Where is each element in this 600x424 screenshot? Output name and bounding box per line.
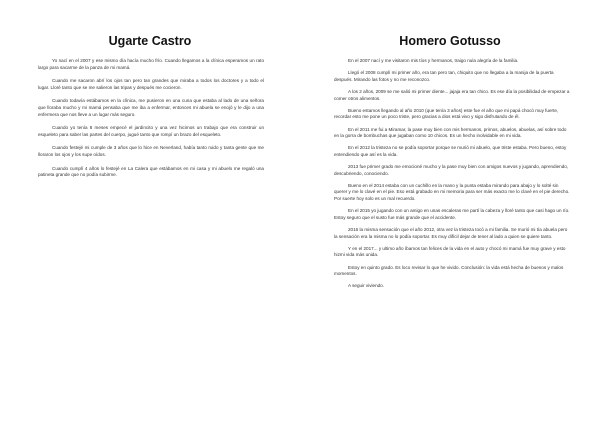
left-paragraph-6: Cuando cumplí 4 años lo festejé en La Calera que estábamos en mi casa y mi abuelo me regaló una patineta grande que no podía subirme.: [38, 165, 264, 178]
left-paragraph-1: Yo nací en el 2007 y ese mismo día hacía mucho frío. Cuando llegamos a la clínica esperamos un rato largo para sacarme de la panza de mi mamá.: [38, 58, 264, 70]
right-paragraph-12: Estoy en quinto grado. Es loco revisar lo que he vivido. Conclusión: la vida está hecha de buenos y malos momentos.: [334, 264, 564, 277]
right-paragraph-7: 2013 fue primer grado me emocioné mucho y la pase muy bien con amigos nuevos y jugando, aprendiendo, descubriendo, conociendo.: [334, 164, 569, 176]
left-paragraph-4: Cuando yo tenía 8 meses empecé el jardincito y una vez hicimos un trabajo que era construir un esqueleto para saber las partes del cuerpo, jugué tanto que rompí un brazo del esqueleto.: [38, 125, 264, 137]
right-page: [300, 0, 600, 424]
right-paragraph-2: Llegó el 2008 cumplí mi primer año, era tan pero tan, chiquito que no llegaba a la manija de la puerta después. Mirando las fotos y no me reconozco.: [334, 70, 554, 82]
left-paragraph-5: Cuando festejé mi cumple de 3 años que lo hice en Neverland, había tanto ruido y tanta gente que me lloraron los ojos y los supe oídos.: [38, 145, 264, 157]
right-paragraph-4: Bueno estamos llegando al año 2010 (que tenía 3 años) este fue el año que mi papá chocó muy fuerte, recordar esto me pone un poco triste, pero gracias a dios está vivo y sigo disfrutando de él.: [334, 107, 559, 120]
right-page-title: Homero Gotusso: [399, 34, 501, 48]
right-paragraph-3: A los 2 años, 2009 se me salió mi primer diente... jajaja era tan chico. Es ese día la posibilidad de empezar a comer otros alimentos.: [334, 88, 570, 101]
left-page-body: [38, 58, 264, 186]
right-page-body: [334, 58, 572, 296]
right-paragraph-9: En el 2015 yo jugando con un amigo en unas escaleras me partí la cabeza y lloré tanto que casi hago un río. Estoy seguro que el susto fue más grande que el accidente.: [334, 208, 570, 220]
right-paragraph-1: En el 2007 nací y me visitaron mis tíos y hermanos, traigo nula alegría de la familia.: [348, 58, 519, 63]
left-paragraph-2: Cuando me sacaron abrí los ojos tan pero tan grandes que miraba a todos los doctores y a todo el lugar. Lloré tanto que se me salieron las tripas y después me cocieron.: [38, 78, 264, 90]
left-page-title: Ugarte Castro: [108, 34, 192, 48]
left-paragraph-3: Cuando todavía estábamos en la clínica, me pusieron en una cuna que estaba al lado de una señora que lloraba mucho y mi mamá pensaba que me iba a enfermar, entonces mi abuela se enojó y le dijo a una enfermera que nos lleve a un lugar más seguro.: [38, 98, 264, 117]
right-paragraph-10: 2016 la misma sensación que el año 2012, otra vez la tristeza tocó a mi familia. Se murió mi tía abuela pero la sensación era la misma no lo podía soportar. Es muy difícil dejar de tener al lado a quien se quiere tanto.: [334, 227, 568, 239]
right-paragraph-13: A seguir viviendo.: [348, 283, 385, 289]
right-paragraph-5: En el 2011 me fui a Miramar, la pase muy bien con mis hermanos, primos, abuelos, abuelas, así sobre todo en la gorra de bombuchas que jugaban como 10 chicos. Es un hecho inolvidable en mi vida.: [334, 126, 567, 139]
right-paragraph-11: Y en el 2017... y ultimo año íbamos tan felices de la vida en el auto y chocó mi mamá fue muy grave y esto hizmi vida más unida.: [334, 245, 566, 258]
right-paragraph-8: Bueno en el 2014 estaba con un cuchillo en la mano y la punta estaba mirando para abajo y lo solté sin querer y me lo clavé en el pie. Eso está grabado en mi memoria para ser más exacto me lo clavé en el pie derecho. Por suerte hoy solo es un mal recuerdo.: [334, 182, 570, 202]
right-paragraph-6: En el 2012 la tristeza no se podía soportar porque se murió mi abuelo, que triste estaba. Pero bueno, estoy entendiendo que así es la vida.: [334, 145, 567, 157]
